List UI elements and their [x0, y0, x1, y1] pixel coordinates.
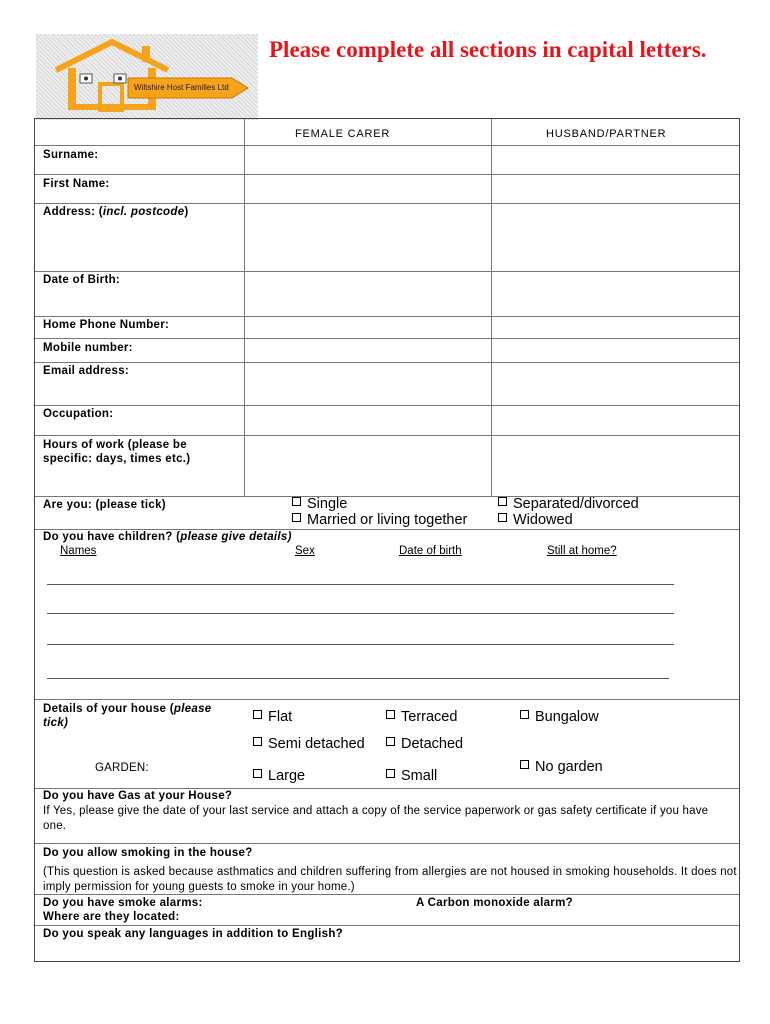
- smoking-question: Do you allow smoking in the house?: [43, 847, 253, 859]
- children-header-names: Names: [60, 545, 97, 557]
- children-entry-line[interactable]: [47, 678, 669, 679]
- date-of-birth-label: Date of Birth:: [43, 274, 121, 286]
- languages-question: Do you speak any languages in addition to English?: [43, 928, 343, 940]
- house-logo-icon: [36, 34, 258, 120]
- checkbox-icon: [386, 769, 395, 778]
- house-option-semi-detached[interactable]: Semi detached: [253, 736, 365, 752]
- first-name-partner-field[interactable]: [492, 175, 739, 203]
- logo-company-name: Wiltshire Host Families Ltd: [134, 83, 229, 92]
- children-entry-line[interactable]: [47, 644, 674, 645]
- occupation-female-field[interactable]: [245, 406, 491, 435]
- checkbox-icon: [292, 497, 301, 506]
- garden-option-small[interactable]: Small: [386, 768, 437, 784]
- surname-partner-field[interactable]: [492, 146, 739, 174]
- page-title: Please complete all sections in capital letters.: [269, 37, 707, 62]
- status-option-married[interactable]: Married or living together: [292, 512, 467, 528]
- checkbox-icon: [520, 710, 529, 719]
- garden-option-large[interactable]: Large: [253, 768, 305, 784]
- mobile-label: Mobile number:: [43, 342, 133, 354]
- first-name-female-field[interactable]: [245, 175, 491, 203]
- children-entry-line[interactable]: [47, 584, 674, 585]
- children-entry-line[interactable]: [47, 613, 674, 614]
- marital-status-label: Are you: (please tick): [43, 499, 166, 511]
- alarm-location-question: Where are they located:: [43, 911, 180, 923]
- hours-female-field[interactable]: [245, 436, 491, 496]
- house-option-bungalow[interactable]: Bungalow: [520, 709, 599, 725]
- dob-partner-field[interactable]: [492, 272, 739, 316]
- co-alarm-question: A Carbon monoxide alarm?: [416, 897, 573, 909]
- email-female-field[interactable]: [245, 363, 491, 405]
- status-option-single[interactable]: Single: [292, 496, 347, 512]
- column-header-female-carer: FEMALE CARER: [295, 128, 391, 140]
- home-phone-female-field[interactable]: [245, 317, 491, 338]
- checkbox-icon: [498, 513, 507, 522]
- checkbox-icon: [253, 710, 262, 719]
- address-female-field[interactable]: [245, 204, 491, 271]
- garden-label: GARDEN:: [95, 762, 149, 774]
- status-option-separated[interactable]: Separated/divorced: [498, 496, 639, 512]
- gas-question: Do you have Gas at your House?: [43, 790, 233, 802]
- occupation-label: Occupation:: [43, 408, 114, 420]
- status-option-widowed[interactable]: Widowed: [498, 512, 573, 528]
- checkbox-icon: [520, 760, 529, 769]
- children-header-dob: Date of birth: [399, 545, 462, 557]
- email-label: Email address:: [43, 365, 130, 377]
- smoke-alarm-question: Do you have smoke alarms:: [43, 897, 203, 909]
- home-phone-partner-field[interactable]: [492, 317, 739, 338]
- mobile-female-field[interactable]: [245, 339, 491, 362]
- column-header-husband-partner: HUSBAND/PARTNER: [546, 128, 667, 140]
- hours-partner-field[interactable]: [492, 436, 739, 496]
- house-option-flat[interactable]: Flat: [253, 709, 292, 725]
- first-name-label: First Name:: [43, 178, 110, 190]
- address-label: Address: (incl. postcode): [43, 206, 189, 218]
- checkbox-icon: [253, 737, 262, 746]
- company-logo: [36, 34, 258, 120]
- gas-detail: If Yes, please give the date of your last service and attach a copy of the service paperwork or gas safety certificate if you have one.: [43, 805, 709, 832]
- house-details-label: Details of your house (please tick): [43, 703, 212, 729]
- mobile-partner-field[interactable]: [492, 339, 739, 362]
- checkbox-icon: [498, 497, 507, 506]
- children-header-still-at-home: Still at home?: [547, 545, 617, 557]
- house-option-detached[interactable]: Detached: [386, 736, 463, 752]
- house-option-terraced[interactable]: Terraced: [386, 709, 457, 725]
- smoking-detail: (This question is asked because asthmatics and children suffering from allergies are not housed in smoking households. It does not imply permission for young guests to smoke in your home.): [43, 866, 737, 893]
- occupation-partner-field[interactable]: [492, 406, 739, 435]
- children-question: Do you have children? (please give details): [43, 531, 292, 543]
- email-partner-field[interactable]: [492, 363, 739, 405]
- surname-label: Surname:: [43, 149, 99, 161]
- checkbox-icon: [253, 769, 262, 778]
- dob-female-field[interactable]: [245, 272, 491, 316]
- home-phone-label: Home Phone Number:: [43, 319, 170, 331]
- checkbox-icon: [386, 737, 395, 746]
- surname-female-field[interactable]: [245, 146, 491, 174]
- children-header-sex: Sex: [295, 545, 315, 557]
- checkbox-icon: [292, 513, 301, 522]
- address-partner-field[interactable]: [492, 204, 739, 271]
- garden-option-none[interactable]: No garden: [520, 759, 603, 775]
- checkbox-icon: [386, 710, 395, 719]
- application-form: [34, 118, 740, 962]
- hours-of-work-label: Hours of work (please be specific: days, times etc.): [43, 439, 191, 465]
